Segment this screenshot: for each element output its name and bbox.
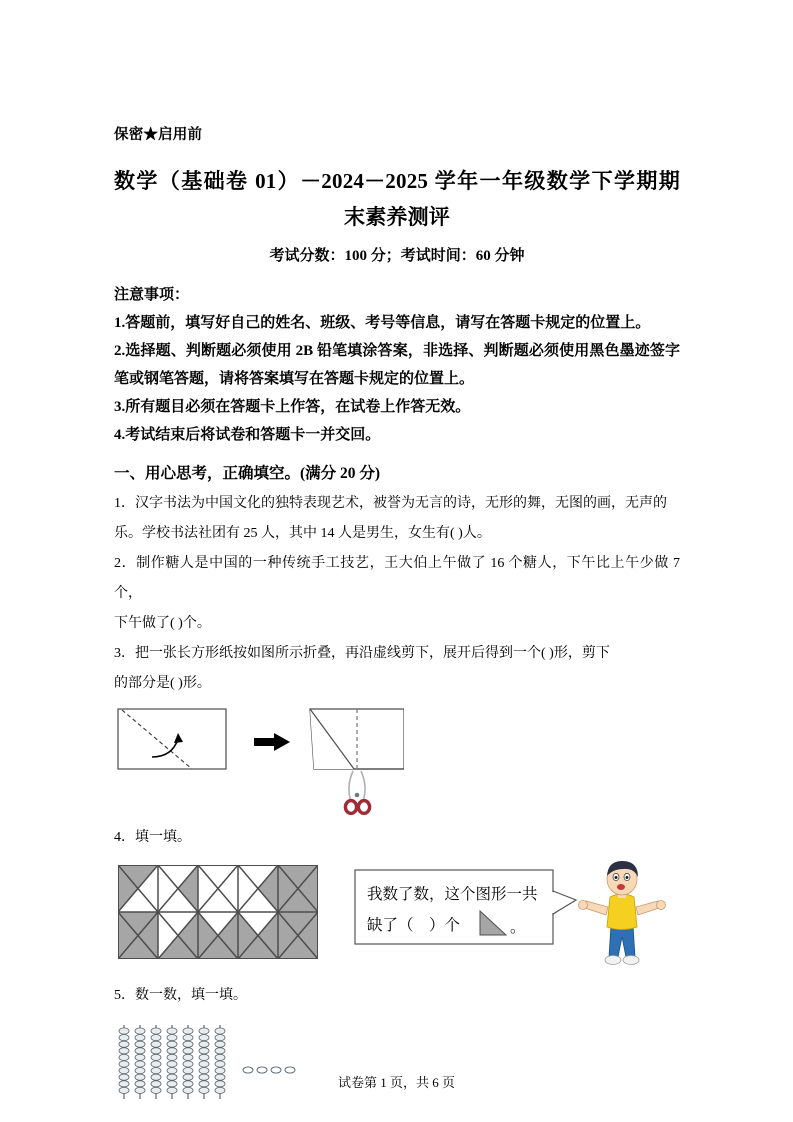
triangle-grid — [118, 865, 318, 959]
page-footer: 试卷第 1 页，共 6 页 — [337, 1075, 455, 1090]
page-title-line-2: 末素养测评 — [344, 205, 450, 229]
loose-bead — [285, 1067, 295, 1073]
bubble-text-line-2: 缺了（ ）个 — [367, 917, 461, 934]
boy-svg — [578, 857, 666, 969]
boy-illustration — [578, 857, 666, 969]
secret-label: 保密★启用前 — [114, 127, 203, 143]
section-heading-one: 一、用心思考，正确填空。(满分 20 分) — [114, 465, 381, 482]
notice-item-4: 4.考试结束后将试卷和答题卡一并交回。 — [114, 427, 381, 443]
notice-item-2: 2.选择题、判断题必须使用 2B 铅笔填涂答案，非选择、判断题必须使用黑色墨迹签字笔或钢笔答题，请将答案填写在答题卡规定的位置上。 — [114, 343, 680, 387]
boy-left-shoe — [605, 956, 621, 965]
question-2-line-1: 2．制作糖人是中国的一种传统手工技艺，王大伯上午做了 16 个糖人，下午比上午少做 7 个， — [114, 556, 680, 601]
question-3-line-1: 3．把一张长方形纸按如图所示折叠，再沿虚线剪下，展开后得到一个( )形，剪下 — [114, 646, 610, 661]
boy-mouth — [617, 884, 625, 890]
question-2-line-2: 下午做了( )个。 — [114, 616, 211, 631]
bubble-text-line-2-end: 。 — [510, 919, 526, 936]
boy-left-hand — [579, 901, 588, 910]
question-1-line-2: 乐。学校书法社团有 25 人，其中 14 人是男生，女生有( )人。 — [114, 526, 491, 541]
notice-title: 注意事项： — [114, 287, 190, 303]
fold-cut-diagram — [114, 705, 404, 823]
question-4-line-1: 4．填一填。 — [114, 830, 191, 845]
notice-item-3: 3.所有题目必须在答题卡上作答，在试卷上作答无效。 — [114, 399, 471, 415]
loose-bead — [257, 1067, 267, 1073]
question-1-line-1: 1．汉字书法为中国文化的独特表现艺术，被誉为无言的诗，无形的舞，无图的画，无声的 — [114, 496, 667, 511]
loose-bead — [271, 1067, 281, 1073]
boy-left-pupil — [615, 876, 618, 879]
question-5-figure — [114, 1019, 680, 1111]
boy-shirt — [607, 894, 637, 930]
notice-item-1: 1.答题前，填写好自己的姓名、班级、考号等信息，请写在答题卡规定的位置上。 — [114, 315, 651, 331]
question-3-line-2: 的部分是( )形。 — [114, 676, 211, 691]
question-4-figure — [114, 863, 680, 981]
triangle-grid-svg — [118, 865, 318, 959]
bubble-text-line-1: 我数了数，这个图形一共 — [367, 886, 538, 903]
page-content — [114, 0, 680, 1111]
bubble-tail — [553, 891, 576, 914]
question-3-figure — [114, 705, 680, 823]
exam-meta: 考试分数：100 分；考试时间：60 分钟 — [269, 248, 525, 264]
boy-right-pupil — [626, 876, 629, 879]
page-title-line-1: 数学（基础卷 01）－2024－2025 学年一年级数学下学期期 — [114, 169, 680, 193]
boy-right-shoe — [623, 956, 639, 965]
notice-block — [114, 281, 680, 449]
scissors-icon — [345, 771, 369, 813]
question-5-line-1: 5．数一数，填一填。 — [114, 988, 247, 1003]
boy-right-hand — [657, 901, 666, 910]
speech-bubble — [354, 869, 582, 949]
paper-rectangle — [118, 709, 226, 769]
speech-bubble-svg — [354, 869, 582, 949]
transition-arrow-icon — [254, 733, 290, 751]
loose-bead — [243, 1067, 253, 1073]
